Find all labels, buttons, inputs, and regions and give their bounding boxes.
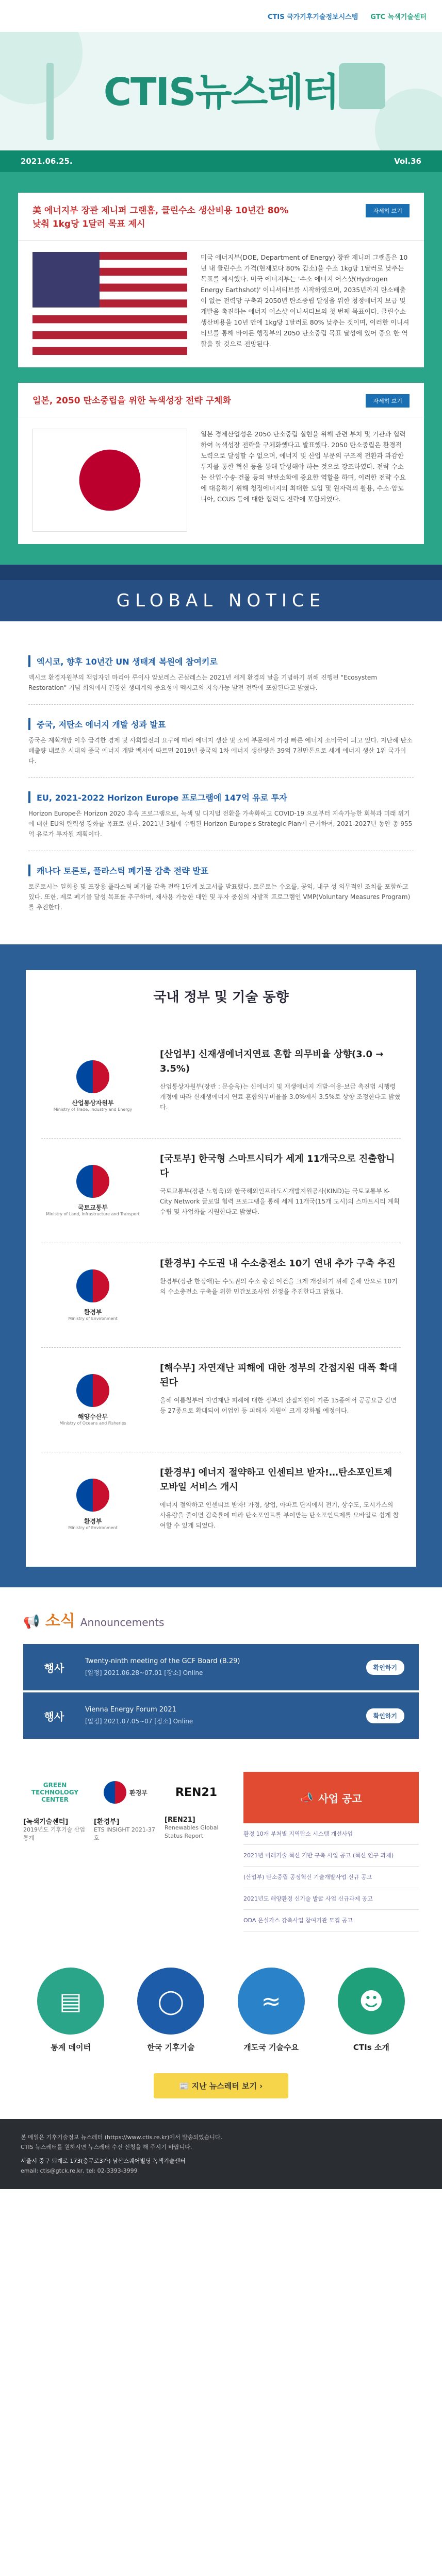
taegeuk-icon — [104, 1781, 126, 1804]
notice-body: Horizon Europe은 Horizon 2020 후속 프로그램으로, 녹색 및 디지털 전환을 가속화하고 COVID-19 으로부터 지속가능한 회복과 미래 위기에 대한 EU의 탄력성 강화를 목표로 한다. 2021년 3월에 수립된 Horizon Europe's Strategic Plan에 근거하여, 2021-2027년 동안 총 955억 유로가 투자될 계획이다. — [28, 810, 413, 838]
ministry-logo: 산업통상자원부 Ministry of Trade, Industry and Energy — [41, 1047, 144, 1125]
featured-articles — [0, 172, 442, 565]
notice-title[interactable]: 엑시코, 향후 10년간 UN 생태계 복원에 참여키로 — [28, 655, 414, 667]
previous-newsletters — [0, 2068, 442, 2119]
megaphone-icon: 📣 — [300, 1791, 314, 1804]
previous-newsletters-button[interactable]: 📰 지난 뉴스레터 보기 › — [154, 2073, 289, 2098]
newspaper-icon: 📰 — [179, 2081, 189, 2091]
domestic-trends-section — [0, 944, 442, 1587]
domestic-item-body: 환경부(장관 한정애)는 수도권의 수소 충전 여건을 크게 개선하기 위해 올해 안으로 10기의 수소충전소 구축을 위한 민간보조사업 선정을 추진한다고 밝혔다. — [160, 1278, 398, 1295]
announcements-section — [0, 1587, 442, 1756]
quick-link[interactable]: ◯ 한국 기후기술 — [129, 1968, 212, 2053]
ministry-logo: 국토교통부 Ministry of Land, Infrastructure and Transport — [41, 1152, 144, 1229]
read-more-button[interactable]: 자세히 보기 — [366, 204, 410, 217]
ministry-logo: 환경부 Ministry of Environment — [41, 1466, 144, 1543]
notice-title[interactable]: 캐나다 토론토, 플라스틱 폐기물 감축 전략 발표 — [28, 865, 414, 876]
ministry-logo: 해양수산부 Ministry of Oceans and Fisheries — [41, 1361, 144, 1438]
domestic-item-body: 올해 여름철부터 자연재난 피해에 대한 정부의 간접지원이 기존 15종에서 공공요금 감면 등 27종으로 확대되어 어업인 등 피해자 지원이 크게 강화될 예정이다. — [160, 1397, 397, 1414]
notice-item[interactable] — [28, 851, 414, 924]
article-summary: 미국 에너지부(DOE, Department of Energy) 장관 제니퍼 그랜홈은 10년 내 클린수소 가격(현재보다 80% 감소)을 수소 1kg당 1달러로 낮추는 목표를 제시했다. 미국 에너지부는 '수소 에너지 어스샷(Hydrogen Energy Earthshot)' 이니셔티브를 시작하였으며, 2035년까지 탄소배출이 없는 전력망 구축과 2050년 탄소중립 달성을 위한 청정에너지 보급 및 개발을 촉진하는 에너지 어스샷 이니셔티브의 첫 번째 목표이다. 클린수소 생산비용을 10년 안에 1kg당 1달러로 80% 낮추는 것이며, 이러한 이니셔티브를 통해 바이든 행정부의 2050 탄소중립 목표 달성에 있어 중요 한 역할을 할 것으로 전망된다. — [201, 253, 410, 348]
notice-body: 중국은 계획개방 이후 급격한 경제 및 사회발전의 요구에 따라 에너지 생산 및 소비 부문에서 가장 빠른 에너지 소비국이 되고 있다. 지난해 탄소 배출량 내로운 시대의 중국 에너지 개발 백서에 따르면 2019년 중국의 1차 에너지 생산량은 39억 7천만톤으로 세계 에너지 생산 1위 국가이다. — [28, 737, 413, 765]
quick-link[interactable]: ▤ 통계 데이터 — [29, 1968, 112, 2053]
announcements-title: 📢 소식 Announcements — [23, 1612, 165, 1630]
footer-notice: CTIS 뉴스레터를 원하시면 뉴스레터 수신 신청을 해 주시기 바랍니다. — [21, 2144, 192, 2150]
article-card — [18, 383, 424, 544]
taegeuk-icon — [76, 1060, 109, 1093]
footer-address: 서울시 중구 퇴계로 173(충무로3가) 남산스퀘어빌딩 녹색기술센터 — [21, 2158, 186, 2164]
domestic-item-title[interactable]: [해수부] 자연재난 피해에 대한 정부의 간접지원 대폭 확대 된다 — [160, 1363, 398, 1388]
ministry-logo: 환경부 Ministry of Environment — [41, 1257, 144, 1334]
ctis-logo[interactable]: CTIS 국가기후기술정보시스템 — [267, 13, 358, 21]
article-title[interactable]: 美 에너지부 장관 제니퍼 그랜홈, 클린수소 생산비용 10년간 80% 낮춰 1kg당 1달러 목표 제시 — [32, 206, 289, 229]
event-row — [23, 1644, 419, 1690]
notice-title[interactable]: 중국, 저탄소 에너지 개발 성과 발표 — [28, 718, 414, 730]
issue-date: 2021.06.25. — [21, 157, 73, 166]
domestic-item-body: 에너지 절약하고 인센티브 받자! 가정, 상업, 아파트 단지에서 전기, 상수도, 도시가스의 사용량을 줄이면 감축률에 따라 탄소포인트를 부여받는 탄소포인트제를 모바일로 쉽게 참여할 수 있게 되었다. — [160, 1501, 399, 1529]
footer-notice: 본 메일은 기후기술정보 뉴스레터 (https://www.ctis.re.kr)에서 발송되었습니다. — [21, 2134, 222, 2141]
notice-item[interactable] — [28, 778, 414, 851]
japan-flag-image — [32, 429, 187, 532]
reports-and-business — [0, 1756, 442, 1947]
domestic-item-title[interactable]: [국토부] 한국형 스마트시티가 세계 11개국으로 진출합니다 — [160, 1154, 395, 1179]
footer — [0, 2119, 442, 2189]
business-item[interactable]: 2021년도 해양환경 신기술 발굴 사업 신규과제 공고 — [243, 1888, 419, 1910]
domestic-item-title[interactable]: [산업부] 신재생에너지연료 혼합 의무비율 상향(3.0 → 3.5%) — [160, 1049, 384, 1074]
notice-title[interactable]: EU, 2021-2022 Horizon Europe 프로그램에 147억 유로 투자 — [28, 791, 414, 803]
taegeuk-icon — [76, 1374, 109, 1407]
domestic-title: 국내 정부 및 기술 동향 — [26, 970, 416, 1022]
domestic-item[interactable] — [41, 1139, 401, 1243]
report-logo: GREEN TECHNOLOGY CENTER — [31, 1782, 79, 1803]
event-label: 행사 — [44, 1710, 64, 1723]
event-name: Twenty-ninth meeting of the GCF Board (B.29) — [85, 1657, 240, 1665]
footer-contact[interactable]: email: ctis@gtck.re.kr, tel: 02-3393-3999 — [21, 2167, 138, 2174]
globe-icon[interactable]: ◯ — [137, 1968, 204, 2035]
article-title[interactable]: 일본, 2050 탄소중립을 위한 녹색성장 전략 구체화 — [32, 396, 231, 406]
global-notice-title: GLOBAL NOTICE — [0, 580, 442, 621]
domestic-item-title[interactable]: [환경부] 수도권 내 수소충전소 10기 연내 추가 구축 추진 — [160, 1258, 396, 1269]
hero-banner — [0, 32, 442, 150]
domestic-item-body: 국토교통부(장관 노형욱)와 한국해외인프라도시개발지원공사(KIND)는 국토교통부 K-City Network 글로벌 협력 프로그램을 통해 세계 11개국(15개 도시)의 스마트시티 계획 수립 및 사업화를 지원한다고 밝혔다. — [160, 1188, 400, 1215]
quick-link[interactable]: ≈ 개도국 기술수요 — [230, 1968, 313, 2053]
notice-item[interactable] — [28, 642, 414, 705]
report-logo: 환경부 — [94, 1772, 157, 1813]
read-more-button[interactable]: 자세히 보기 — [366, 394, 410, 408]
chart-icon[interactable]: ▤ — [37, 1968, 104, 2035]
domestic-item-title[interactable]: [환경부] 에너지 절약하고 인센티브 받자!…탄소포인트제 모바일 서비스 개시 — [160, 1467, 392, 1493]
global-notice-section — [0, 565, 442, 944]
issue-volume: Vol.36 — [394, 157, 421, 166]
person-icon[interactable]: ☻ — [338, 1968, 405, 2035]
report-logo: REN21 — [175, 1786, 217, 1799]
quick-link[interactable]: ☻ CTIs 소개 — [330, 1968, 413, 2053]
taegeuk-icon — [76, 1479, 109, 1512]
taegeuk-icon — [76, 1269, 109, 1302]
business-header: 📣 사업 공고 — [243, 1772, 419, 1823]
wave-icon[interactable]: ≈ — [238, 1968, 305, 2035]
report-card[interactable]: 환경부 [환경부] ETS INSIGHT 2021-37호 — [94, 1772, 157, 1931]
us-flag-image — [32, 252, 187, 355]
check-button[interactable]: 확인하기 — [366, 1708, 404, 1723]
business-item[interactable]: 2021년 미래기술 혁신 기반 구축 사업 공고 (혁신 연구 과제) — [243, 1845, 419, 1867]
notice-body: 토론토시는 일회용 및 포장용 플라스틱 폐기물 감축 전략 1단계 보고서를 발표했다. 토론토는 수요를, 공익, 내구 성 의무적인 조치를 포함하고 있다. 또한, 제로 폐기물 달성 목표를 추구하며, 재사용 가능한 대안 및 투자 중심의 자발적 프로그램인 VMP(Voluntary Measures Program)를 추진한다. — [28, 883, 411, 911]
top-logo-bar — [0, 0, 442, 32]
date-bar — [0, 150, 442, 172]
newsletter-title: CTIS뉴스레터 — [103, 70, 339, 114]
quick-links — [0, 1947, 442, 2068]
notice-item[interactable] — [28, 705, 414, 778]
taegeuk-icon — [76, 1165, 109, 1198]
megaphone-icon: 📢 — [23, 1614, 40, 1630]
event-date: [일정] 2021.06.28~07.01 [장소] Online — [85, 1669, 203, 1676]
domestic-item[interactable] — [41, 1452, 401, 1556]
event-name: Vienna Energy Forum 2021 — [85, 1706, 176, 1714]
business-item[interactable]: ODA 온실가스 감축사업 참여기관 모집 공고 — [243, 1910, 419, 1931]
business-notices — [243, 1772, 419, 1931]
domestic-item-body: 산업통상자원부(장관 : 문승욱)는 신에너지 및 재생에너지 개발·이용·보급 촉진법 시행령 개정에 따라 신재생에너지 연료 혼합의무비율을 3.0%에서 3.5%로 상향 조정한다고 밝혔다. — [160, 1083, 401, 1111]
gtc-logo[interactable]: GTC 녹색기술센터 — [370, 13, 427, 21]
domestic-item[interactable] — [41, 1243, 401, 1348]
article-summary: 일본 경제산업성은 2050 탄소중립 실현을 위해 관련 부처 및 기관과 협력하여 녹색성장 전략을 구체화했다고 발표했다. 2050 탄소중립은 환경적 노력으로 달성할 수 없으며, 에너지 및 산업 부문의 구조적 전환과 과감한 투자를 통한 혁신 등을 통해 달성해야 하는 것으로 강조하였다. 전략 수소는 산업·수송·건물 등의 탈탄소화에 중요한 역할을 하며, 이러한 전략 수요에 대응하기 위해 청정에너지의 최대한 도입 및 원자력의 활용, 수소·암모니아, CCUS 등에 대한 협력도 전략에 포함되었다. — [201, 430, 406, 503]
event-date: [일정] 2021.07.05~07 [장소] Online — [85, 1718, 193, 1725]
business-item[interactable]: 환경 10개 부처별 지역탄소 시스템 개선사업 — [243, 1823, 419, 1845]
report-list — [23, 1772, 228, 1931]
business-item[interactable]: (산업부) 탄소중립 공정혁신 기술개발사업 신규 공고 — [243, 1867, 419, 1888]
check-button[interactable]: 확인하기 — [366, 1660, 404, 1675]
domestic-item[interactable] — [41, 1034, 401, 1139]
report-card[interactable]: GREEN TECHNOLOGY CENTER [녹색기술센터] 2019년도 기후기술 산업통계 — [23, 1772, 87, 1931]
event-label: 행사 — [44, 1662, 64, 1674]
report-card[interactable]: REN21 [REN21] Renewables Global Status Report — [165, 1772, 228, 1931]
notice-body: 멕시코 환경자원부의 책임자인 마리아 루이사 알보레스 곤살레스는 2021년 세계 환경의 날을 기념하기 위해 진행된 "Ecosystem Restoration" 기념 회의에서 건강한 생태계의 중요성이 멕시코의 지속가능 발전 전략에 포함된다고 밝혔다. — [28, 674, 378, 691]
domestic-item[interactable] — [41, 1348, 401, 1452]
event-row — [23, 1692, 419, 1739]
article-card — [18, 193, 424, 367]
